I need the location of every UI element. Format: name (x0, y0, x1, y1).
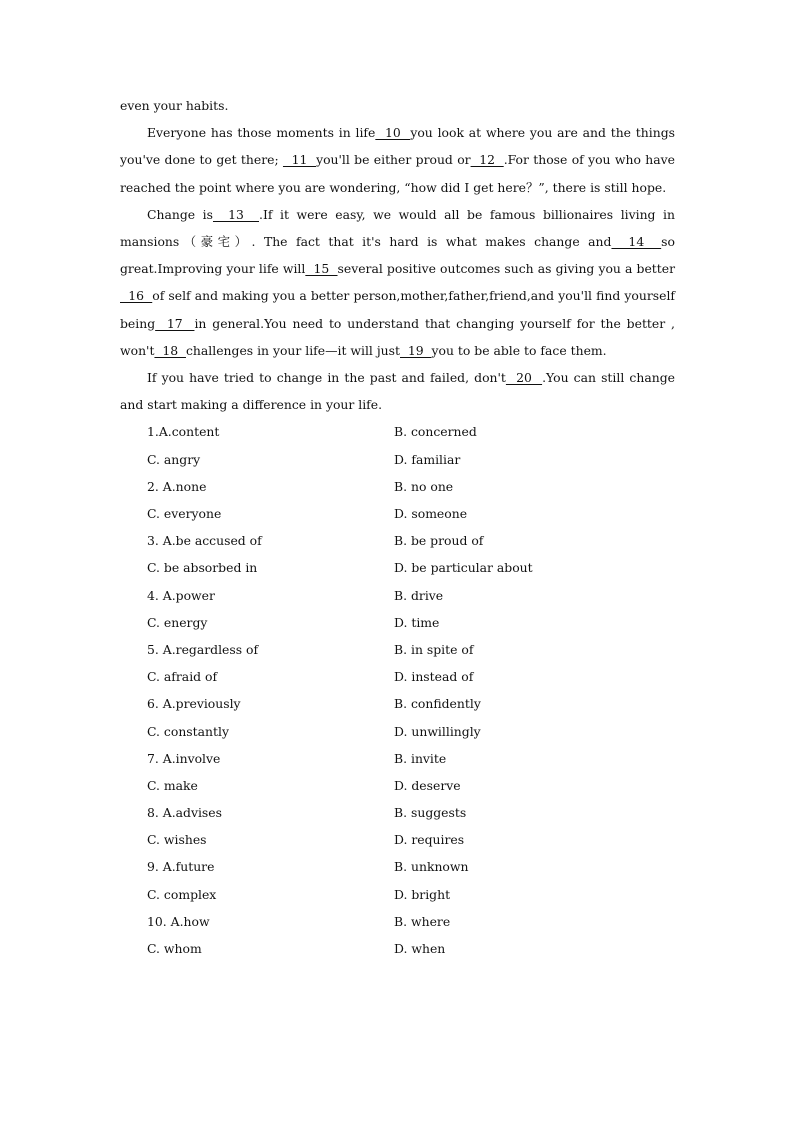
p2-text-m: challenges in your life—it will (185, 342, 373, 358)
option-row (120, 663, 675, 690)
option-left: 4. A.power (147, 587, 215, 603)
option-left: C. make (147, 777, 198, 793)
option-right: B. suggests (394, 805, 467, 821)
option-row (120, 935, 675, 962)
option-row (120, 418, 675, 445)
passage-paragraph-3 (120, 364, 675, 418)
option-row (120, 745, 675, 772)
option-row (120, 799, 675, 826)
passage-paragraph-1 (120, 119, 675, 201)
option-right: D. instead of (394, 669, 474, 685)
intro-line: even your habits. (120, 98, 229, 113)
option-left: C. be absorbed in (147, 560, 258, 576)
answer-options (120, 418, 675, 962)
option-left: 5. A.regardless of (147, 641, 259, 657)
option-left: 7. A.involve (147, 750, 221, 766)
p3-text-a: If you have tried to change in the past and failed, don't (147, 370, 506, 386)
p2-text-d: mansions（豪宅）. The fact that it's hard is what makes change and (120, 234, 612, 250)
option-right: B. unknown (394, 859, 469, 875)
option-left: C. complex (147, 886, 217, 902)
option-right: D. someone (394, 506, 468, 521)
option-row (120, 853, 675, 880)
blank-18: 18 (154, 342, 186, 358)
blank-12: 12 (470, 152, 504, 168)
option-row (120, 554, 675, 581)
option-left: C. constantly (147, 723, 229, 739)
option-left: 2. A.none (147, 478, 207, 494)
blank-20: 20 (505, 370, 543, 386)
option-right: D. familiar (394, 451, 461, 467)
option-left: C. everyone (147, 506, 222, 521)
blank-10: 10 (375, 125, 411, 141)
option-row (120, 772, 675, 799)
option-left: 9. A.future (147, 859, 215, 875)
p2-text-g: several positive outcomes such as giving you (337, 261, 621, 277)
p2-text-c: .If it were easy, we would all be famous billionaires living in (259, 206, 675, 222)
option-left: C. energy (147, 614, 208, 630)
option-row (120, 908, 675, 935)
document-page (120, 92, 675, 962)
option-right: D. requires (394, 832, 465, 848)
option-left: C. afraid of (147, 669, 218, 685)
option-row (120, 582, 675, 609)
option-right: D. time (394, 614, 440, 630)
option-right: D. bright (394, 886, 451, 902)
option-left: 8. A.advises (147, 805, 222, 821)
p2-text-j: you'll find yourself being (120, 288, 675, 331)
option-right: B. where (394, 913, 451, 929)
p3-text-c: .You can still (542, 370, 625, 386)
option-right: D. deserve (394, 777, 461, 793)
p1-text-d: you've done to get there; (120, 152, 283, 168)
option-row (120, 527, 675, 554)
option-left: 1.A.content (147, 424, 220, 440)
option-right: D. when (394, 941, 446, 956)
p2-text-a: Change is (147, 206, 213, 222)
p1-text-f: .For those of you (503, 152, 611, 168)
option-left: 3. A.be accused of (147, 533, 262, 549)
p2-text-k: in general.You need to understand that changing (194, 315, 515, 331)
option-right: D. unwillingly (394, 723, 481, 739)
p3-text-d: change and start making a difference in your life. (120, 370, 675, 413)
blank-13: 13 (212, 206, 259, 222)
p1-text-a: Everyone has those moments in life (147, 125, 376, 141)
blank-17: 17 (155, 315, 195, 331)
option-left: 6. A.previously (147, 696, 241, 712)
p2-text-f: great.Improving your life will (120, 261, 306, 277)
blank-15: 15 (305, 261, 338, 277)
blank-19: 19 (400, 342, 432, 358)
option-left: 10. A.how (147, 913, 210, 929)
p1-text-e: you'll be either proud or (316, 152, 471, 168)
option-row (120, 500, 675, 527)
p1-text-h: there is still hope. (552, 179, 667, 195)
p2-text-n: just (376, 342, 400, 358)
option-right: B. concerned (394, 424, 477, 440)
p1-text-c: you look at where you are and the things (410, 125, 676, 141)
option-right: B. be proud of (394, 533, 484, 549)
blank-16: 16 (120, 288, 153, 304)
p2-text-l: yourself for the better , won't (120, 315, 675, 358)
option-row (120, 609, 675, 636)
option-left: C. angry (147, 451, 201, 467)
p1-text-g: who have reached the point where you are wondering, “how did I get here？”, (120, 152, 675, 195)
blank-14: 14 (611, 234, 662, 250)
p2-text-h: a better (625, 261, 676, 277)
passage-paragraph-2 (120, 201, 675, 364)
option-row (120, 690, 675, 717)
option-right: B. invite (394, 750, 447, 766)
passage-intro (120, 92, 675, 119)
p2-text-i: of self and making you a better person,mother,father,friend,and (152, 288, 555, 304)
option-row (120, 718, 675, 745)
option-right: B. drive (394, 587, 444, 603)
option-row (120, 881, 675, 908)
option-right: B. confidently (394, 696, 481, 712)
option-left: C. wishes (147, 832, 207, 848)
option-row (120, 473, 675, 500)
option-right: B. no one (394, 478, 454, 494)
option-right: B. in spite of (394, 641, 474, 657)
p2-text-e: so (661, 234, 675, 250)
option-row (120, 446, 675, 473)
option-right: D. be particular about (394, 560, 533, 576)
option-left: C. whom (147, 941, 202, 956)
p2-text-o: you to be able to face them. (431, 342, 607, 358)
blank-11: 11 (282, 152, 317, 168)
option-row (120, 636, 675, 663)
option-row (120, 826, 675, 853)
